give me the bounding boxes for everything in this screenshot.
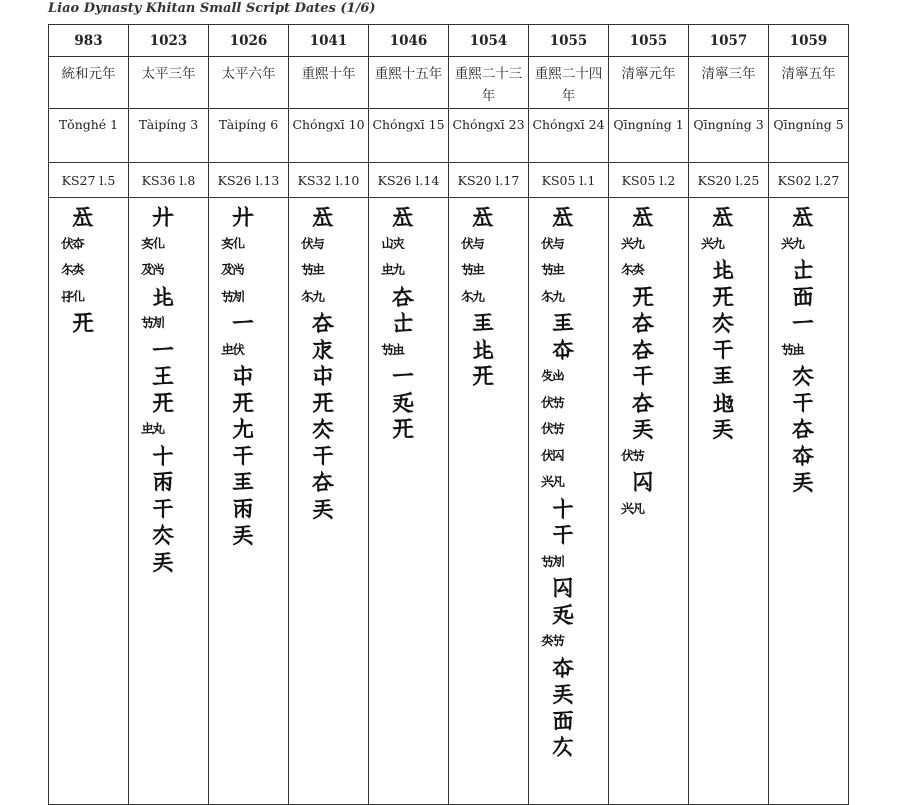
khitan-glyph: 𘭸 [781,363,825,388]
khitan-glyph: 𘬬 [541,204,585,229]
khitan-glyph: 𘯊𘰕 [221,341,244,357]
pinyin-era-row [49,109,849,163]
khitan-glyph-stack [381,204,446,443]
khitan-glyph: 𘬄 [141,363,185,388]
khitan-glyph: 𘬑 [701,416,745,441]
khitan-glyph: 𘯖 [541,601,585,627]
khitan-glyph: 𘰐𘮪 [541,368,564,383]
khitan-script-cell [209,198,289,805]
khitan-glyph: 𘰕𘮍 [461,235,484,251]
khitan-glyph: 𘬰 [461,363,505,388]
khitan-glyph: 𘬰 [141,389,185,415]
khitan-glyph: 𘬺 [301,363,345,388]
source-ref-cell: KS36 l.8 [129,163,209,198]
chinese-era-cell: 太平三年 [129,57,209,109]
khitan-glyph: 𘮩𘯼 [621,235,644,251]
khitan-glyph: 𘭿 [541,336,585,362]
khitan-script-cell [769,198,849,805]
khitan-glyph: 𘬁 [781,310,825,335]
khitan-glyph: 𘮑𘰣 [221,235,244,251]
source-ref-cell: KS32 l.10 [289,163,369,198]
source-ref-row [49,163,849,198]
pinyin-era-cell: Chóngxī 23 [449,109,529,163]
khitan-glyph: 𘮩𘯪 [541,474,564,489]
khitan-glyph: 𘮑𘰣 [141,235,164,251]
khitan-script-cell [289,198,369,805]
khitan-glyph: 𘭡 [701,389,745,415]
khitan-glyph: 𘭬 [541,734,585,759]
khitan-glyph: 𘰒𘯼 [541,288,564,304]
pinyin-era-cell: Qīngníng 5 [769,109,849,163]
dates-table [48,24,849,805]
khitan-glyph: 𘮩𘯼 [701,235,724,251]
khitan-script-cell [129,198,209,805]
khitan-glyph: 𘭿 [781,442,825,468]
khitan-glyph-stack [61,204,126,337]
khitan-glyph: 𘭠 [141,283,185,309]
khitan-glyph: 𘬃 [781,389,825,415]
khitan-glyph: 𘯊𘯽 [141,421,164,436]
khitan-glyph: 𘬰 [621,283,665,309]
pinyin-era-cell: Qīngníng 1 [609,109,689,163]
khitan-glyph: 𘬰 [61,310,105,335]
khitan-glyph-stack [221,204,286,549]
khitan-glyph: 𘬃 [541,522,585,547]
year-cell: 1041 [289,25,369,57]
khitan-glyph-stack [541,204,606,761]
khitan-glyph-stack [781,204,846,496]
khitan-glyph: 𘬮 [221,469,265,494]
khitan-glyph: 𘬁 [221,310,265,335]
khitan-glyph: 𘬑 [141,548,185,574]
khitan-glyph: 𘭾 [621,389,665,415]
chinese-era-cell: 清寧三年 [689,57,769,109]
khitan-glyph-stack [701,204,766,443]
table-caption: Liao Dynasty Khitan Small Script Dates (1/6) [48,1,376,16]
khitan-glyph: 𘰕𘮊 [621,447,644,463]
khitan-glyph: 𘯊𘯼 [381,262,404,277]
khitan-glyph: 𘯖 [381,389,425,415]
source-ref-cell: KS05 l.1 [529,163,609,198]
khitan-glyph: 𘮊𘯊 [301,262,324,277]
year-cell: 1057 [689,25,769,57]
khitan-glyph: 𘭾 [621,336,665,362]
khitan-glyph: 𘮊𘯍 [781,341,804,357]
khitan-glyph: 𘬰 [221,389,265,415]
pinyin-era-cell: Chóngxī 10 [289,109,369,163]
khitan-glyph: 𘬬 [61,204,105,229]
khitan-script-cell [49,198,129,805]
year-cell: 1046 [369,25,449,57]
khitan-glyph: 𘬬 [461,204,505,229]
chinese-era-cell: 清寧元年 [609,57,689,109]
khitan-glyph: 𘬃 [621,363,665,388]
khitan-glyph: 𘬑 [781,469,825,494]
pinyin-era-cell: Chóngxī 15 [369,109,449,163]
khitan-glyph: 𘬃 [301,442,345,468]
khitan-glyph: 𘮥𘮊 [541,633,564,648]
khitan-glyph: 𘮊𘯻 [541,553,564,569]
pinyin-era-cell: Tàipíng 6 [209,109,289,163]
khitan-script-cell [529,198,609,805]
year-cell: 1026 [209,25,289,57]
khitan-glyph: 𘮿𘰣 [61,288,84,304]
khitan-glyph: 𘬰 [381,416,425,441]
khitan-glyph: 𘬶 [141,442,185,468]
chinese-era-cell: 重熙二十三年 [449,57,529,109]
khitan-glyph: 𘬢 [781,283,825,309]
year-cell: 1023 [129,25,209,57]
khitan-glyph-stack [301,204,366,522]
khitan-glyph: 𘬃 [701,336,745,362]
khitan-glyph: 𘬑 [541,681,585,706]
source-ref-cell: KS20 l.25 [689,163,769,198]
pinyin-era-cell: Tǒnghé 1 [49,109,129,163]
chinese-era-row [49,57,849,109]
khitan-glyph: 𘰒𘯼 [301,288,324,304]
khitan-glyph: 𘰒𘯼 [461,288,484,304]
khitan-glyph: 𘬮 [541,310,585,335]
khitan-glyph: 𘭲 [221,204,265,229]
khitan-script-cell [449,198,529,805]
khitan-glyph: 𘮊𘯍 [381,341,404,357]
khitan-glyph: 𘬑 [221,522,265,547]
khitan-glyph: 𘭸 [141,522,185,547]
khitan-glyph: 𘬶 [541,495,585,521]
khitan-glyph: 𘭾 [381,283,425,309]
source-ref-cell: KS26 l.14 [369,163,449,198]
khitan-glyph: 𘬬 [301,204,345,229]
khitan-glyph: 𘮩𘯼 [781,235,804,251]
khitan-glyph: 𘬬 [701,204,745,229]
chinese-era-cell: 太平六年 [209,57,289,109]
khitan-glyph: 𘬬 [781,204,825,229]
khitan-glyph: 𘰕𘮴 [541,447,564,463]
khitan-glyph: 𘬢 [541,707,585,733]
pinyin-era-cell: Chóngxī 24 [529,109,609,163]
khitan-glyph: 𘬁 [141,336,185,362]
khitan-glyph: 𘰒𘮥 [61,262,84,277]
year-cell: 1054 [449,25,529,57]
khitan-glyph: 𘮊𘯊 [461,262,484,277]
khitan-glyph: 𘮊𘯻 [221,288,244,304]
khitan-glyph-stack [141,204,206,575]
chinese-era-cell: 重熙十五年 [369,57,449,109]
khitan-glyph: 𘮊𘯊 [541,262,564,277]
khitan-glyph: 𘭾 [301,310,345,335]
khitan-glyph: 𘭴 [221,416,265,441]
khitan-glyph: 𘭐 [301,336,345,362]
source-ref-cell: KS05 l.2 [609,163,689,198]
chinese-era-cell: 重熙十年 [289,57,369,109]
source-ref-cell: KS02 l.27 [769,163,849,198]
year-header-row [49,25,849,57]
khitan-glyph: 𘬮 [461,310,505,335]
khitan-glyph: 𘰕𘭿 [61,235,84,251]
khitan-glyph: 𘬸 [381,310,425,335]
khitan-glyph: 𘬬 [621,204,665,229]
source-ref-cell: KS26 l.13 [209,163,289,198]
khitan-glyph: 𘭾 [621,310,665,335]
chinese-era-cell: 重熙二十四年 [529,57,609,109]
khitan-script-cell [609,198,689,805]
khitan-glyph: 𘬮 [701,363,745,388]
khitan-glyph: 𘬺 [221,363,265,388]
khitan-glyph: 𘮊𘯻 [141,315,164,330]
chinese-era-cell: 統和元年 [49,57,129,109]
khitan-glyph: 𘬑 [301,495,345,521]
khitan-glyph: 𘬸 [781,257,825,282]
khitan-glyph: 𘰕𘮍 [541,235,564,251]
pinyin-era-cell: Tàipíng 3 [129,109,209,163]
khitan-glyph-stack [461,204,526,390]
khitan-glyph: 𘬚 [141,469,185,494]
khitan-glyph: 𘭲 [141,204,185,229]
chinese-era-cell: 清寧五年 [769,57,849,109]
khitan-glyph: 𘮩𘯪 [621,500,644,516]
khitan-glyph: 𘭾 [301,469,345,494]
year-cell: 1055 [529,25,609,57]
khitan-glyph: 𘬃 [141,495,185,521]
khitan-glyph: 𘭠 [701,257,745,282]
source-ref-cell: KS27 l.5 [49,163,129,198]
khitan-glyph: 𘬑 [621,416,665,441]
khitan-glyph: 𘮴 [621,469,665,494]
khitan-glyph: 𘭾 [781,416,825,441]
khitan-glyph: 𘬰 [701,283,745,309]
khitan-glyph: 𘯷𘮫 [141,262,164,277]
year-cell: 983 [49,25,129,57]
khitan-glyph: 𘭠 [461,336,505,362]
khitan-glyph: 𘰕𘮊 [541,421,564,436]
khitan-glyph: 𘬚 [221,495,265,521]
khitan-glyph: 𘭿 [541,654,585,680]
khitan-glyph: 𘬁 [381,363,425,388]
khitan-glyph: 𘰒𘮥 [621,262,644,277]
khitan-glyph: 𘰕𘮍 [301,235,324,251]
khitan-glyph: 𘰕𘮊 [541,394,564,410]
khitan-glyph: 𘬰 [301,389,345,415]
khitan-glyph: 𘭸 [301,416,345,441]
khitan-glyph: 𘮞𘮁 [381,235,404,251]
khitan-script-cell [689,198,769,805]
khitan-script-row [49,198,849,805]
khitan-glyph: 𘬬 [381,204,425,229]
pinyin-era-cell: Qīngníng 3 [689,109,769,163]
khitan-glyph: 𘯷𘮫 [221,262,244,277]
khitan-script-cell [369,198,449,805]
khitan-glyph: 𘭸 [701,310,745,335]
khitan-glyph: 𘮴 [541,575,585,600]
khitan-glyph-stack [621,204,686,522]
year-cell: 1055 [609,25,689,57]
khitan-glyph: 𘬃 [221,442,265,468]
year-cell: 1059 [769,25,849,57]
source-ref-cell: KS20 l.17 [449,163,529,198]
